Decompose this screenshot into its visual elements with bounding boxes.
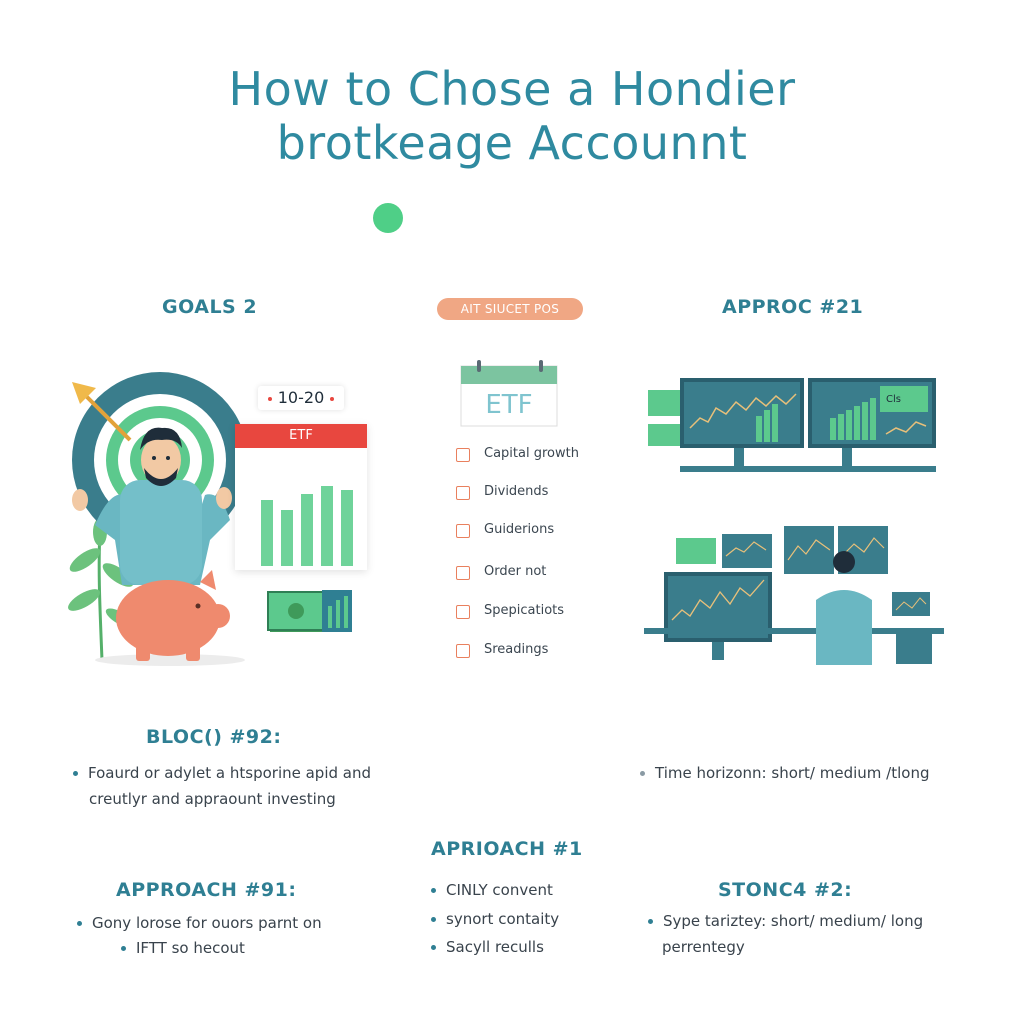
checklist-item-label: Dividends <box>484 484 549 499</box>
trader-desk-icon <box>644 520 946 666</box>
bullet-dot-icon <box>431 888 436 893</box>
checklist-item[interactable] <box>456 522 656 542</box>
aprioach-1-bullet: synort contaity <box>431 910 559 928</box>
bullet-dot-icon <box>431 917 436 922</box>
stonc4-bullet: Sype tariztey: short/ medium/ long <box>648 912 923 930</box>
cash-bill-icon <box>266 586 356 636</box>
checklist-item-label: Spepicatiots <box>484 603 565 618</box>
bullet-dot-icon <box>121 946 126 951</box>
bloc-bullet-continued: creutlyr and appraount investing <box>89 790 336 808</box>
checklist-item-label: Capital growth <box>484 446 579 461</box>
checkbox[interactable] <box>456 486 470 500</box>
bullet-dot-icon <box>431 945 436 950</box>
bullet-dot-icon <box>648 919 653 924</box>
checklist-item[interactable] <box>456 446 656 466</box>
piggy-bank-icon <box>95 570 245 666</box>
page-title-line-1: How to Chose a Hondier <box>228 62 796 116</box>
checklist-item-label: Order not <box>484 564 547 579</box>
checkbox[interactable] <box>456 524 470 538</box>
calendar-label: ETF <box>485 390 533 420</box>
approach-91-bullet: IFTT so hecout <box>121 939 245 957</box>
checklist-item[interactable] <box>456 642 656 662</box>
checkbox[interactable] <box>456 566 470 580</box>
calendar-icon <box>459 360 559 428</box>
checkbox[interactable] <box>456 644 470 658</box>
time-horizon-bullet: Time horizonn: short/ medium /tlong <box>640 764 929 782</box>
checklist-item-label: Sreadings <box>484 642 549 657</box>
checklist-item[interactable] <box>456 484 656 504</box>
red-dot-icon <box>268 397 272 401</box>
approc-21-heading: APPROC #21 <box>722 296 864 318</box>
bloc-92-heading: BLOC() #92: <box>146 726 282 748</box>
stonc4-bullet-continued: perrentegy <box>662 938 745 956</box>
checkbox[interactable] <box>456 605 470 619</box>
aprioach-1-bullet: CINLY convent <box>431 881 553 899</box>
checklist-item[interactable] <box>456 564 656 584</box>
trading-monitors-icon <box>636 372 946 482</box>
bullet-dot-icon <box>640 771 645 776</box>
screen-badge: Cls <box>886 394 901 405</box>
aprioach-1-heading: APRIOACH #1 <box>431 838 583 860</box>
approach-91-bullet: Gony lorose for ouors parnt on <box>77 914 322 932</box>
bloc-bullet: Foaurd or adylet a htsporine apid and <box>73 764 371 782</box>
bullet-dot-icon <box>77 921 82 926</box>
center-pill-badge: AIT SIUCET POS <box>437 298 583 320</box>
checklist-item[interactable] <box>456 603 656 623</box>
range-label: 10-20 <box>258 386 344 410</box>
bullet-dot-icon <box>73 771 78 776</box>
etf-card-header: ETF <box>235 424 367 448</box>
checklist-item-label: Guiderions <box>484 522 555 537</box>
goals-heading: GOALS 2 <box>162 296 258 318</box>
green-dot-icon <box>373 203 403 233</box>
stonc4-2-heading: STONC4 #2: <box>718 879 853 901</box>
checkbox[interactable] <box>456 448 470 462</box>
bar-chart-card-icon <box>235 424 367 570</box>
red-dot-icon <box>330 397 334 401</box>
approach-91-heading: APPROACH #91: <box>116 879 297 901</box>
aprioach-1-bullet: Sacyll reculls <box>431 938 544 956</box>
page-title-line-2: brotkeage Accounnt <box>276 116 748 170</box>
